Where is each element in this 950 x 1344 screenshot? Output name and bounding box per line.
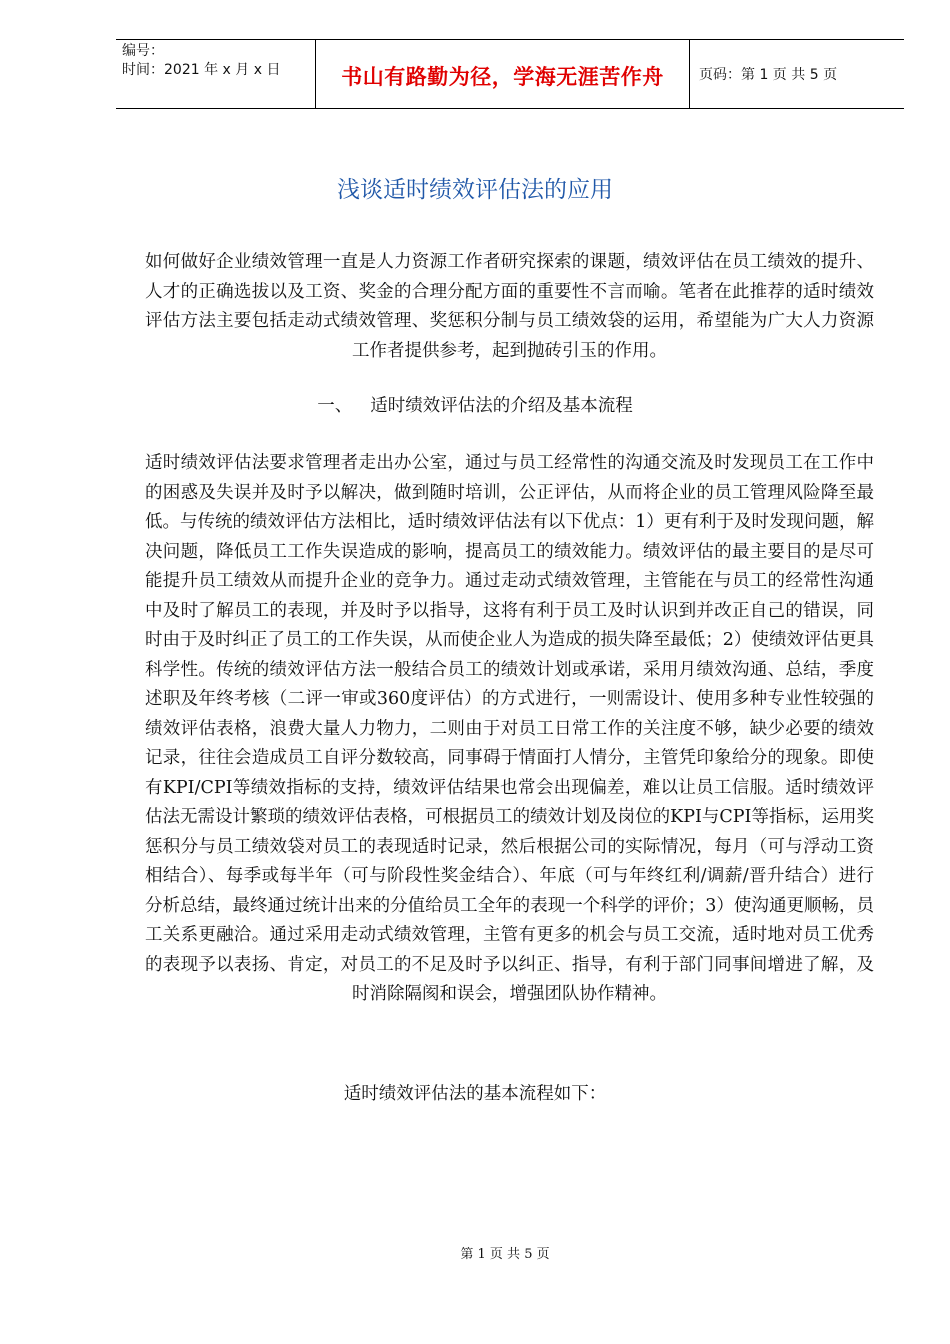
header-page-code: 页码：第 1 页 共 5 页 — [699, 67, 838, 83]
header-motto: 书山有路勤为径，学海无涯苦作舟 — [341, 65, 664, 89]
document-title: 浅谈适时绩效评估法的应用 — [337, 177, 613, 203]
section-title: 适时绩效评估法的介绍及基本流程 — [370, 396, 633, 416]
body-paragraph: 适时绩效评估法要求管理者走出办公室，通过与员工经常性的沟通交流及时发现员工在工作中的困惑及失误并及时予以解决，做到随时培训，公正评估，从而将企业的员工管理风险降至最低。与传统的绩效评估方法相比，适时绩效评估法有以下优点：1）更有利于及时发现问题，解决问题，降低员工工作失误造成的影响，提高员工的绩效能力。绩效评估的最主要目的是尽可能提升员工绩效从而提升企业的竞争力。通过走动式绩效管理，主管能在与员工的经常性沟通中及时了解员工的表现，并及时予以指导，这将有利于员工及时认识到并改正自己的错误，同时由于及时纠正了员工的工作失误，从而使企业人为造成的损失降至最低；2）使绩效评估更具科学性。传统的绩效评估方法一般结合员工的绩效计划或承诺，采用月绩效沟通、总结，季度述职及年终考核（二评一审或360度评估）的方式进行，一则需设计、使用多种专业性较强的绩效评估表格，浪费大量人力物力，二则由于对员工日常工作的关注度不够，缺少必要的绩效记录，往往会造成员工自评分数较高，同事碍于情面打人情分，主管凭印象给分的现象。即使有KPI/CPI等绩效指标的支持，绩效评估结果也常会出现偏差，难以让员工信服。适时绩效评估法无需设计繁琐的绩效评估表格，可根据员工的绩效计划及岗位的KPI与CPI等指标，运用奖惩积分与员工绩效袋对员工的表现适时记录，然后根据公司的实际情况，每月（可与浮动工资相结合）、每季或每半年（可与阶段性奖金结合）、年底（可与年终红利/调薪/晋升结合）进行分析总结，最终通过统计出来的分值给员工全年的表现一个科学的评价；3）使沟通更顺畅，员工关系更融洽。通过采用走动式绩效管理，主管有更多的机会与员工交流，适时地对员工优秀的表现予以表扬、肯定，对员工的不足及时予以纠正、指导，有利于部门同事间增进了解，及时消除隔阂和误会，增强团队协作精神。 — [145, 453, 874, 1004]
header-motto-cell — [316, 40, 690, 108]
header-info-cell — [116, 40, 316, 108]
document-number-label: 编号： — [122, 43, 164, 59]
document-time-label: 时间：2021 年 x 月 x 日 — [122, 62, 281, 78]
section-heading — [0, 392, 950, 422]
flow-intro-line: 适时绩效评估法的基本流程如下： — [343, 1084, 607, 1104]
section-number: 一、 — [317, 396, 353, 416]
intro-paragraph: 如何做好企业绩效管理一直是人力资源工作者研究探索的课题，绩效评估在员工绩效的提升、人才的正确选拔以及工资、奖金的合理分配方面的重要性不言而喻。笔者在此推荐的适时绩效评估方法主要包括走动式绩效管理、奖惩积分制与员工绩效袋的运用，希望能为广大人力资源工作者提供参考，起到抛砖引玉的作用。 — [145, 252, 874, 361]
header-page-cell — [691, 40, 904, 108]
page-footer: 第 1 页 共 5 页 — [460, 1247, 550, 1262]
document-header — [116, 39, 904, 109]
